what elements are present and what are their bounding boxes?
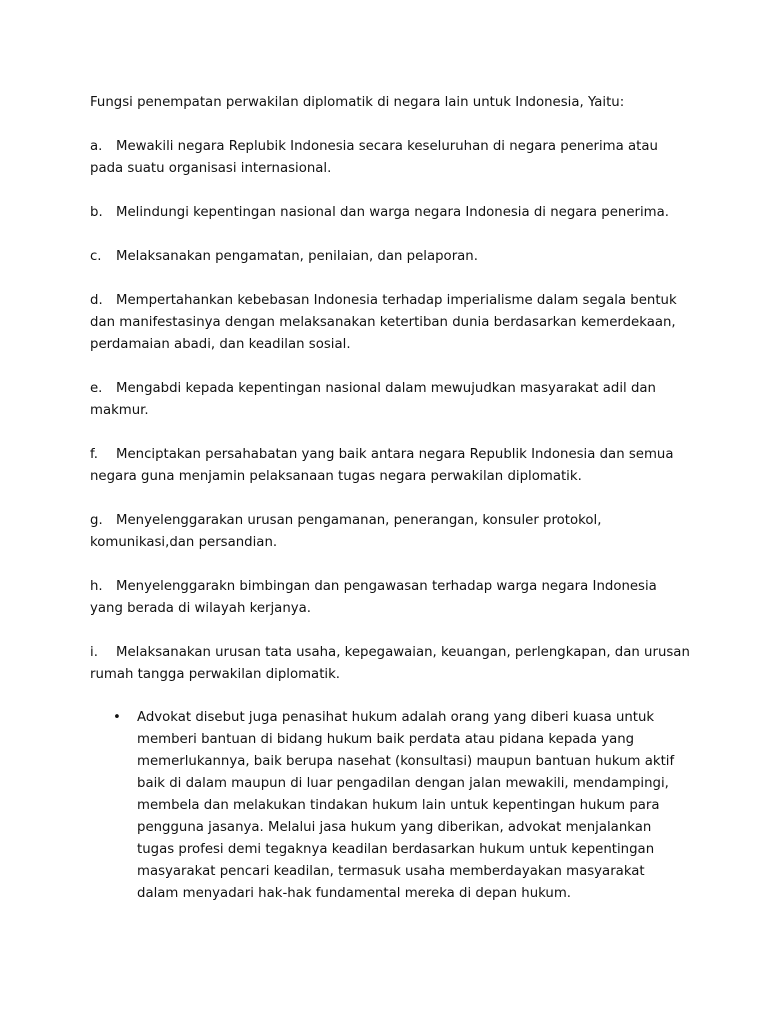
list-item-d bbox=[90, 290, 690, 356]
document-body bbox=[90, 92, 690, 708]
list-item-a bbox=[90, 136, 690, 180]
list-item-text: Mempertahankan kebebasan Indonesia terhadap imperialisme dalam segala bentuk dan manifestasinya dengan melaksanakan ketertiban dunia berdasarkan kemerdekaan, perdamaian abadi, dan keadilan sosial. bbox=[90, 293, 677, 352]
bullet-item-text: Advokat disebut juga penasihat hukum adalah orang yang diberi kuasa untuk memberi bantuan di bidang hukum baik perdata atau pidana kepada yang memerlukannya, baik berupa nasehat (konsultasi) maupun bantuan hukum aktif baik di dalam maupun di luar pengadilan dengan jalan mewakili, mendampingi, membela dan melakukan tindakan hukum lain untuk kepentingan hukum para pengguna jasanya. Melalui jasa hukum yang diberikan, advokat menjalankan tugas profesi demi tegaknya keadilan berdasarkan hukum untuk kepentingan masyarakat pencari keadilan, termasuk usaha memberdayakan masyarakat dalam menyadari hak-hak fundamental mereka di depan hukum. bbox=[137, 710, 675, 901]
bullet-item bbox=[90, 707, 690, 905]
bullet-list bbox=[90, 707, 690, 905]
list-item-text: Mengabdi kepada kepentingan nasional dalam mewujudkan masyarakat adil dan makmur. bbox=[90, 381, 656, 418]
list-item-text: Menyelenggarakan urusan pengamanan, penerangan, konsuler protokol, komunikasi,dan persandian. bbox=[90, 513, 602, 550]
list-item-text: Melaksanakan urusan tata usaha, kepegawaian, keuangan, perlengkapan, dan urusan rumah tangga perwakilan diplomatik. bbox=[90, 645, 690, 682]
list-marker: b. bbox=[90, 205, 103, 220]
list-marker: e. bbox=[90, 381, 103, 396]
list-marker: a. bbox=[90, 139, 103, 154]
list-item-g bbox=[90, 510, 690, 554]
list-item-text: Mewakili negara Replubik Indonesia secara keseluruhan di negara penerima atau pada suatu organisasi internasional. bbox=[90, 139, 658, 176]
document-heading: Fungsi penempatan perwakilan diplomatik di negara lain untuk Indonesia, Yaitu: bbox=[90, 95, 625, 110]
bullet-icon: • bbox=[113, 710, 121, 725]
list-item-e bbox=[90, 378, 690, 422]
list-item-i bbox=[90, 642, 690, 686]
list-item-text: Melaksanakan pengamatan, penilaian, dan pelaporan. bbox=[116, 249, 478, 264]
list-item-c bbox=[90, 246, 690, 268]
list-item-text: Menciptakan persahabatan yang baik antara negara Republik Indonesia dan semua negara guna menjamin pelaksanaan tugas negara perwakilan diplomatik. bbox=[90, 447, 674, 484]
list-marker: h. bbox=[90, 579, 103, 594]
list-marker: c. bbox=[90, 249, 102, 264]
list-marker: d. bbox=[90, 293, 103, 308]
list-item-f bbox=[90, 444, 690, 488]
list-marker: g. bbox=[90, 513, 103, 528]
list-marker: f. bbox=[90, 447, 98, 462]
list-marker: i. bbox=[90, 645, 98, 660]
list-item-text: Melindungi kepentingan nasional dan warga negara Indonesia di negara penerima. bbox=[116, 205, 669, 220]
list-item-text: Menyelenggarakn bimbingan dan pengawasan terhadap warga negara Indonesia yang berada di wilayah kerjanya. bbox=[90, 579, 657, 616]
list-item-b bbox=[90, 202, 690, 224]
list-item-h bbox=[90, 576, 690, 620]
